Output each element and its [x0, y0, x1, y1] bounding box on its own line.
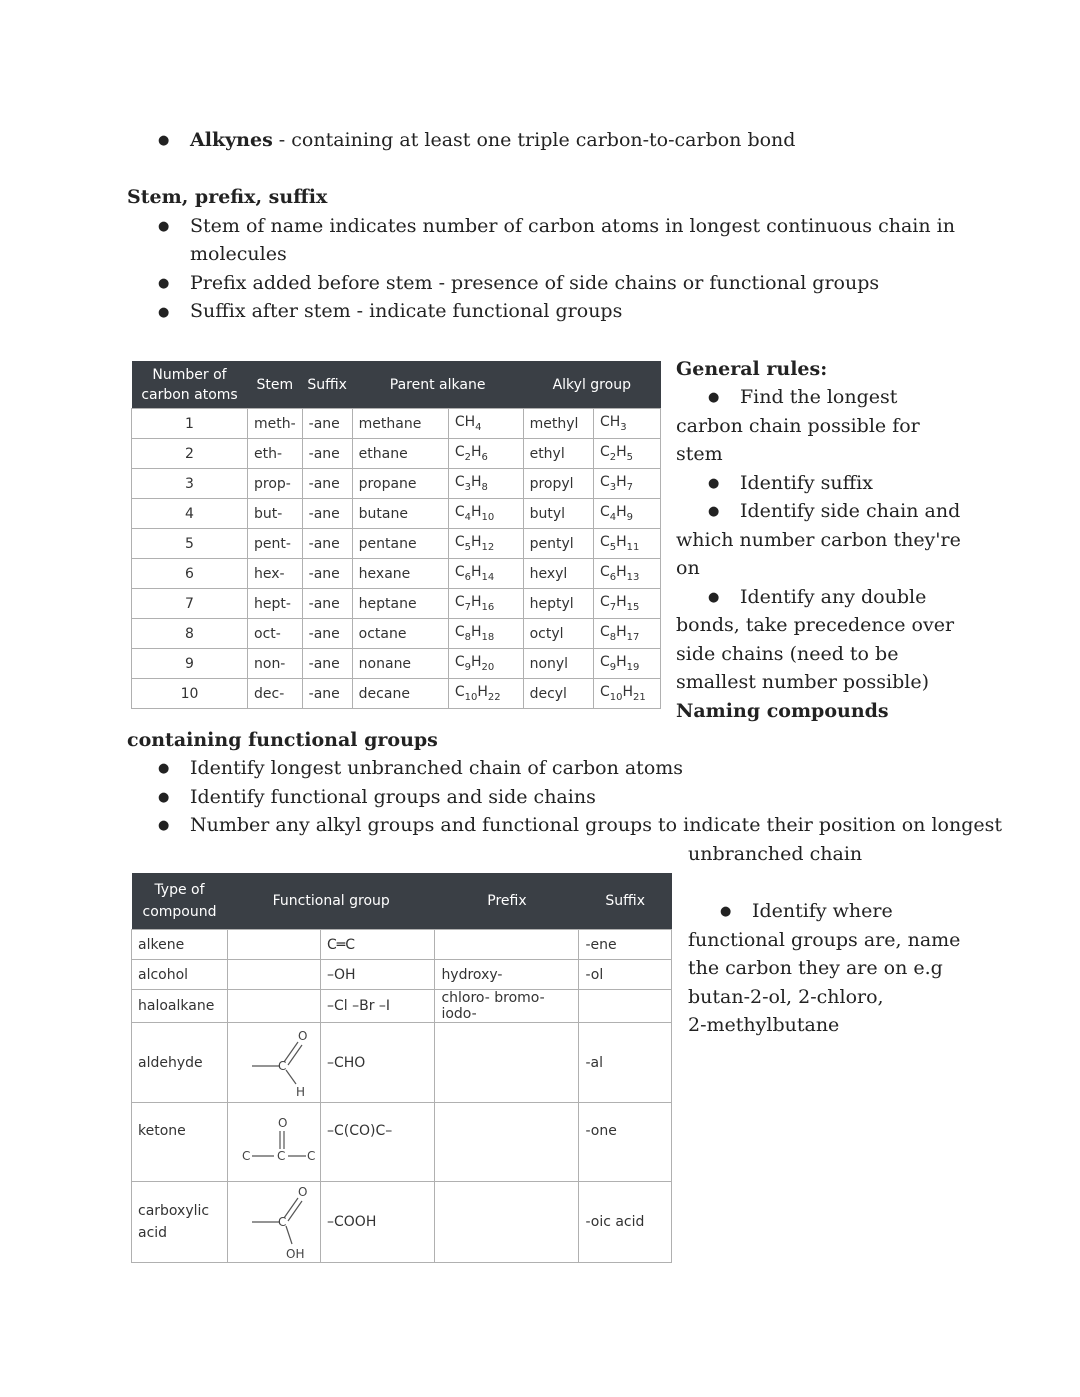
- functional-group-table: [131, 873, 672, 1263]
- atom-c: C: [278, 1215, 287, 1229]
- formula-subscript: 8: [609, 631, 617, 643]
- formula-element: C: [454, 624, 465, 641]
- formula-element: C: [454, 654, 465, 671]
- carbon-count: 8: [132, 619, 248, 649]
- formula-subscript: 5: [609, 541, 617, 553]
- suffix: -ane: [302, 499, 352, 529]
- intro-line: [190, 126, 795, 155]
- prefix: [435, 1182, 579, 1263]
- alkyl-formula: [593, 559, 660, 589]
- rule-line-8: Identify any double: [740, 586, 927, 608]
- suffix: [579, 990, 672, 1023]
- alkyl-group: octyl: [523, 619, 593, 649]
- section1-bullet-1-cont: molecules: [190, 243, 287, 265]
- formula-subscript: 8: [481, 481, 488, 493]
- formula-subscript: 20: [481, 661, 495, 673]
- formula-subscript: 7: [609, 601, 617, 613]
- alkyl-group: butyl: [523, 499, 593, 529]
- naming-heading: Naming compounds: [676, 700, 889, 722]
- alkyl-formula: [593, 649, 660, 679]
- formula-subscript: 22: [487, 691, 501, 703]
- alkane-formula: [448, 619, 523, 649]
- formula-element: H: [471, 654, 482, 671]
- table-row: [132, 409, 661, 439]
- suffix: -ane: [302, 439, 352, 469]
- formula-subscript: 13: [626, 571, 640, 583]
- suffix: -ane: [302, 649, 352, 679]
- table-row: [132, 559, 661, 589]
- compound-type: carboxylic acid: [132, 1182, 228, 1263]
- note-line-2: functional groups are, name: [688, 929, 961, 951]
- carbon-count: 7: [132, 589, 248, 619]
- suffix: -ane: [302, 679, 352, 709]
- header-alkyl-group: Alkyl group: [523, 361, 660, 409]
- alkyl-formula: [593, 499, 660, 529]
- formula-subscript: 6: [609, 571, 617, 583]
- structure-cell: [228, 1182, 321, 1263]
- formula-element: H: [622, 684, 634, 701]
- formula-element: C: [599, 594, 610, 611]
- parent-alkane: pentane: [352, 529, 448, 559]
- alkane-formula: [448, 649, 523, 679]
- functional-group: –COOH: [321, 1182, 435, 1263]
- formula-subscript: 3: [620, 421, 627, 433]
- rule-line-7: on: [676, 557, 700, 579]
- formula-element: C: [454, 504, 465, 521]
- atom-o: O: [298, 1185, 308, 1199]
- formula-element: C: [599, 564, 610, 581]
- stem: non-: [248, 649, 303, 679]
- bullet-icon: ●: [158, 133, 170, 148]
- compound-type: haloalkane: [132, 990, 228, 1023]
- stem: hex-: [248, 559, 303, 589]
- formula-element: C: [454, 684, 465, 701]
- formula-element: C: [454, 564, 465, 581]
- formula-element: H: [616, 624, 627, 641]
- alkane-formula: [448, 529, 523, 559]
- atom-c: C: [278, 1058, 287, 1073]
- atom-c-right: C: [307, 1149, 316, 1163]
- formula-element: H: [616, 654, 627, 671]
- bullet-icon: ●: [158, 761, 170, 776]
- table-row: [132, 499, 661, 529]
- atom-o: O: [278, 1116, 288, 1130]
- parent-alkane: propane: [352, 469, 448, 499]
- section1-bullet-2: Prefix added before stem - presence of side chains or functional groups: [190, 272, 880, 294]
- formula-element: C: [599, 444, 610, 461]
- compound-type: alcohol: [132, 960, 228, 990]
- header-functional-group: Functional group: [228, 873, 435, 930]
- suffix: -ol: [579, 960, 672, 990]
- compound-type: aldehyde: [132, 1023, 228, 1103]
- functional-group: –Cl –Br –I: [321, 990, 435, 1023]
- bullet-icon: ●: [158, 305, 170, 320]
- formula-subscript: 5: [464, 541, 472, 553]
- bullet-icon: ●: [708, 504, 720, 519]
- alkyl-group: heptyl: [523, 589, 593, 619]
- formula-subscript: 3: [609, 481, 617, 493]
- formula-subscript: 7: [626, 481, 634, 493]
- carbon-count: 3: [132, 469, 248, 499]
- formula-subscript: 19: [626, 661, 640, 673]
- alkane-formula: [448, 469, 523, 499]
- alkyl-group: decyl: [523, 679, 593, 709]
- structure-cell: [228, 990, 321, 1023]
- formula-element: C: [599, 624, 610, 641]
- suffix: -oic acid: [579, 1182, 672, 1263]
- formula-element: C: [454, 474, 465, 491]
- formula-subscript: 21: [633, 691, 646, 703]
- alkyl-group: hexyl: [523, 559, 593, 589]
- alkane-table-header: [132, 361, 661, 409]
- formula-subscript: 15: [626, 601, 640, 613]
- prefix: [435, 1103, 579, 1182]
- section1-bullet-3: Suffix after stem - indicate functional groups: [190, 300, 623, 322]
- rule-line-4: Identify suffix: [740, 472, 873, 494]
- intro-term: Alkynes: [190, 129, 273, 151]
- structure-cell: [228, 1103, 321, 1182]
- prefix: hydroxy-: [435, 960, 579, 990]
- header-prefix: Prefix: [435, 873, 579, 930]
- atom-c-center: C: [277, 1149, 286, 1163]
- note-line-4: butan-2-ol, 2-chloro,: [688, 986, 884, 1008]
- section2-bullet-3-cont: unbranched chain: [688, 843, 863, 865]
- structure-cell: [228, 960, 321, 990]
- formula-element: C: [599, 654, 610, 671]
- stem: dec-: [248, 679, 303, 709]
- suffix: -ane: [302, 589, 352, 619]
- formula-subscript: 8: [464, 631, 472, 643]
- formula-subscript: 18: [481, 631, 495, 643]
- compound-type: ketone: [132, 1103, 228, 1182]
- formula-element: C: [454, 444, 465, 461]
- alkyl-formula: [593, 469, 660, 499]
- parent-alkane: decane: [352, 679, 448, 709]
- formula-element: C: [599, 474, 610, 491]
- formula-subscript: 9: [626, 511, 634, 523]
- parent-alkane: heptane: [352, 589, 448, 619]
- rule-line-2: carbon chain possible for: [676, 415, 920, 437]
- functional-group: –OH: [321, 960, 435, 990]
- formula-subscript: 12: [481, 541, 495, 553]
- formula-element: C: [599, 534, 610, 551]
- bullet-icon: ●: [158, 219, 170, 234]
- bullet-icon: ●: [708, 590, 720, 605]
- formula-element: H: [616, 504, 627, 521]
- stem: prop-: [248, 469, 303, 499]
- carbon-count: 6: [132, 559, 248, 589]
- note-line-5: 2-methylbutane: [688, 1014, 840, 1036]
- table-row: [132, 469, 661, 499]
- section2-bullet-3: Number any alkyl groups and functional groups to indicate their position on longest: [190, 814, 1002, 836]
- carboxylic-acid-structure-icon: [234, 1182, 314, 1262]
- alkane-formula: [448, 589, 523, 619]
- prefix: chloro- bromo- iodo-: [435, 990, 579, 1023]
- atom-c-left: C: [242, 1149, 251, 1163]
- stem: oct-: [248, 619, 303, 649]
- alkyl-formula: [593, 409, 660, 439]
- formula-subscript: 6: [464, 571, 472, 583]
- formula-subscript: 10: [464, 691, 478, 703]
- alkyl-group: propyl: [523, 469, 593, 499]
- formula-subscript: 9: [464, 661, 472, 673]
- suffix: -ane: [302, 409, 352, 439]
- header-compound-type: Type of compound: [132, 873, 228, 930]
- alkane-formula: [448, 499, 523, 529]
- alkyl-formula: [593, 619, 660, 649]
- suffix: -al: [579, 1023, 672, 1103]
- table-row: [132, 649, 661, 679]
- formula-element: H: [477, 684, 488, 701]
- suffix: -ane: [302, 529, 352, 559]
- rule-line-10: side chains (need to be: [676, 643, 899, 665]
- intro-text: - containing at least one triple carbon-to-carbon bond: [272, 129, 796, 151]
- formula-subscript: 2: [464, 451, 472, 463]
- formula-element: H: [616, 444, 627, 461]
- carbon-count: 9: [132, 649, 248, 679]
- table-row: [132, 589, 661, 619]
- parent-alkane: ethane: [352, 439, 448, 469]
- formula-subscript: 14: [481, 571, 495, 583]
- header-suffix: Suffix: [579, 873, 672, 930]
- alkyl-formula: [593, 439, 660, 469]
- section2-bullet-1: Identify longest unbranched chain of carbon atoms: [190, 757, 684, 779]
- alkane-formula: [448, 409, 523, 439]
- parent-alkane: hexane: [352, 559, 448, 589]
- atom-o: O: [298, 1028, 308, 1043]
- alkyl-group: ethyl: [523, 439, 593, 469]
- alkane-table: [131, 361, 661, 709]
- suffix: -one: [579, 1103, 672, 1182]
- bullet-icon: ●: [720, 904, 732, 919]
- formula-element: H: [616, 474, 627, 491]
- formula-element: CH: [454, 414, 476, 431]
- formula-element: C: [454, 534, 465, 551]
- compound-type: alkene: [132, 930, 228, 960]
- formula-element: C: [454, 594, 465, 611]
- stem: hept-: [248, 589, 303, 619]
- bullet-icon: ●: [158, 276, 170, 291]
- table-row: [132, 439, 661, 469]
- section1-bullet-1: Stem of name indicates number of carbon atoms in longest continuous chain in: [190, 215, 955, 237]
- formula-element: H: [616, 564, 627, 581]
- functional-group: –CHO: [321, 1023, 435, 1103]
- formula-element: H: [471, 504, 482, 521]
- formula-element: C: [599, 504, 610, 521]
- alkyl-formula: [593, 529, 660, 559]
- carbon-count: 5: [132, 529, 248, 559]
- formula-element: H: [616, 534, 627, 551]
- formula-subscript: 3: [464, 481, 472, 493]
- parent-alkane: butane: [352, 499, 448, 529]
- functional-table-header: [132, 873, 672, 930]
- structure-cell: [228, 1023, 321, 1103]
- stem: meth-: [248, 409, 303, 439]
- carbon-count: 4: [132, 499, 248, 529]
- table-row: [132, 1182, 672, 1263]
- rule-line-3: stem: [676, 443, 723, 465]
- formula-subscript: 4: [464, 511, 472, 523]
- carbon-count: 2: [132, 439, 248, 469]
- header-suffix: Suffix: [302, 361, 352, 409]
- formula-subscript: 7: [464, 601, 472, 613]
- table-row: [132, 1023, 672, 1103]
- formula-subscript: 2: [609, 451, 617, 463]
- structure-cell: [228, 930, 321, 960]
- note-line-3: the carbon they are on e.g: [688, 957, 943, 979]
- prefix: [435, 1023, 579, 1103]
- alkyl-formula: [593, 679, 660, 709]
- note-line-1: Identify where: [752, 900, 893, 922]
- table-row: [132, 960, 672, 990]
- parent-alkane: octane: [352, 619, 448, 649]
- alkane-formula: [448, 679, 523, 709]
- bullet-icon: ●: [158, 790, 170, 805]
- formula-element: CH: [599, 414, 621, 431]
- general-rules-heading: General rules:: [676, 358, 828, 380]
- stem: pent-: [248, 529, 303, 559]
- formula-element: H: [471, 594, 482, 611]
- suffix: -ane: [302, 469, 352, 499]
- formula-subscript: 4: [609, 511, 617, 523]
- formula-element: H: [471, 444, 482, 461]
- stem: eth-: [248, 439, 303, 469]
- table-row: [132, 529, 661, 559]
- formula-subscript: 11: [626, 541, 640, 553]
- section1-heading: Stem, prefix, suffix: [127, 186, 328, 208]
- suffix: -ene: [579, 930, 672, 960]
- atom-oh: OH: [286, 1247, 305, 1261]
- suffix: -ane: [302, 559, 352, 589]
- bullet-icon: ●: [708, 476, 720, 491]
- alkyl-formula: [593, 589, 660, 619]
- bullet-icon: ●: [158, 818, 170, 833]
- alkyl-group: methyl: [523, 409, 593, 439]
- rule-line-11: smallest number possible): [676, 671, 930, 693]
- formula-element: C: [599, 684, 610, 701]
- table-row: [132, 990, 672, 1023]
- formula-subscript: 16: [481, 601, 495, 613]
- formula-element: H: [616, 594, 627, 611]
- suffix: -ane: [302, 619, 352, 649]
- alkane-formula: [448, 559, 523, 589]
- section2-heading: containing functional groups: [127, 729, 438, 751]
- formula-subscript: 5: [626, 451, 634, 463]
- formula-subscript: 4: [475, 421, 482, 433]
- formula-subscript: 17: [626, 631, 640, 643]
- section2-bullet-2: Identify functional groups and side chains: [190, 786, 596, 808]
- aldehyde-structure-icon: [234, 1024, 314, 1102]
- rule-line-5: Identify side chain and: [740, 500, 961, 522]
- formula-element: H: [471, 564, 482, 581]
- functional-group: –C(CO)C–: [321, 1103, 435, 1182]
- alkyl-group: pentyl: [523, 529, 593, 559]
- header-stem: Stem: [248, 361, 303, 409]
- ketone-structure-icon: [234, 1113, 314, 1171]
- bullet-icon: ●: [708, 390, 720, 405]
- rule-line-9: bonds, take precedence over: [676, 614, 955, 636]
- formula-element: H: [471, 624, 482, 641]
- carbon-count: 1: [132, 409, 248, 439]
- formula-subscript: 9: [609, 661, 617, 673]
- header-parent-alkane: Parent alkane: [352, 361, 523, 409]
- rule-line-1: Find the longest: [740, 386, 898, 408]
- table-row: [132, 679, 661, 709]
- rule-line-6: which number carbon they're: [676, 529, 961, 551]
- atom-h: H: [296, 1084, 306, 1099]
- formula-element: H: [471, 474, 482, 491]
- alkyl-group: nonyl: [523, 649, 593, 679]
- parent-alkane: methane: [352, 409, 448, 439]
- header-carbon-atoms: Number of carbon atoms: [132, 361, 248, 409]
- table-row: [132, 930, 672, 960]
- formula-subscript: 10: [609, 691, 623, 703]
- carbon-count: 10: [132, 679, 248, 709]
- formula-subscript: 6: [481, 451, 488, 463]
- formula-subscript: 10: [481, 511, 495, 523]
- functional-group: C═C: [321, 930, 435, 960]
- alkane-formula: [448, 439, 523, 469]
- stem: but-: [248, 499, 303, 529]
- parent-alkane: nonane: [352, 649, 448, 679]
- formula-element: H: [471, 534, 482, 551]
- table-row: [132, 619, 661, 649]
- table-row: [132, 1103, 672, 1182]
- prefix: [435, 930, 579, 960]
